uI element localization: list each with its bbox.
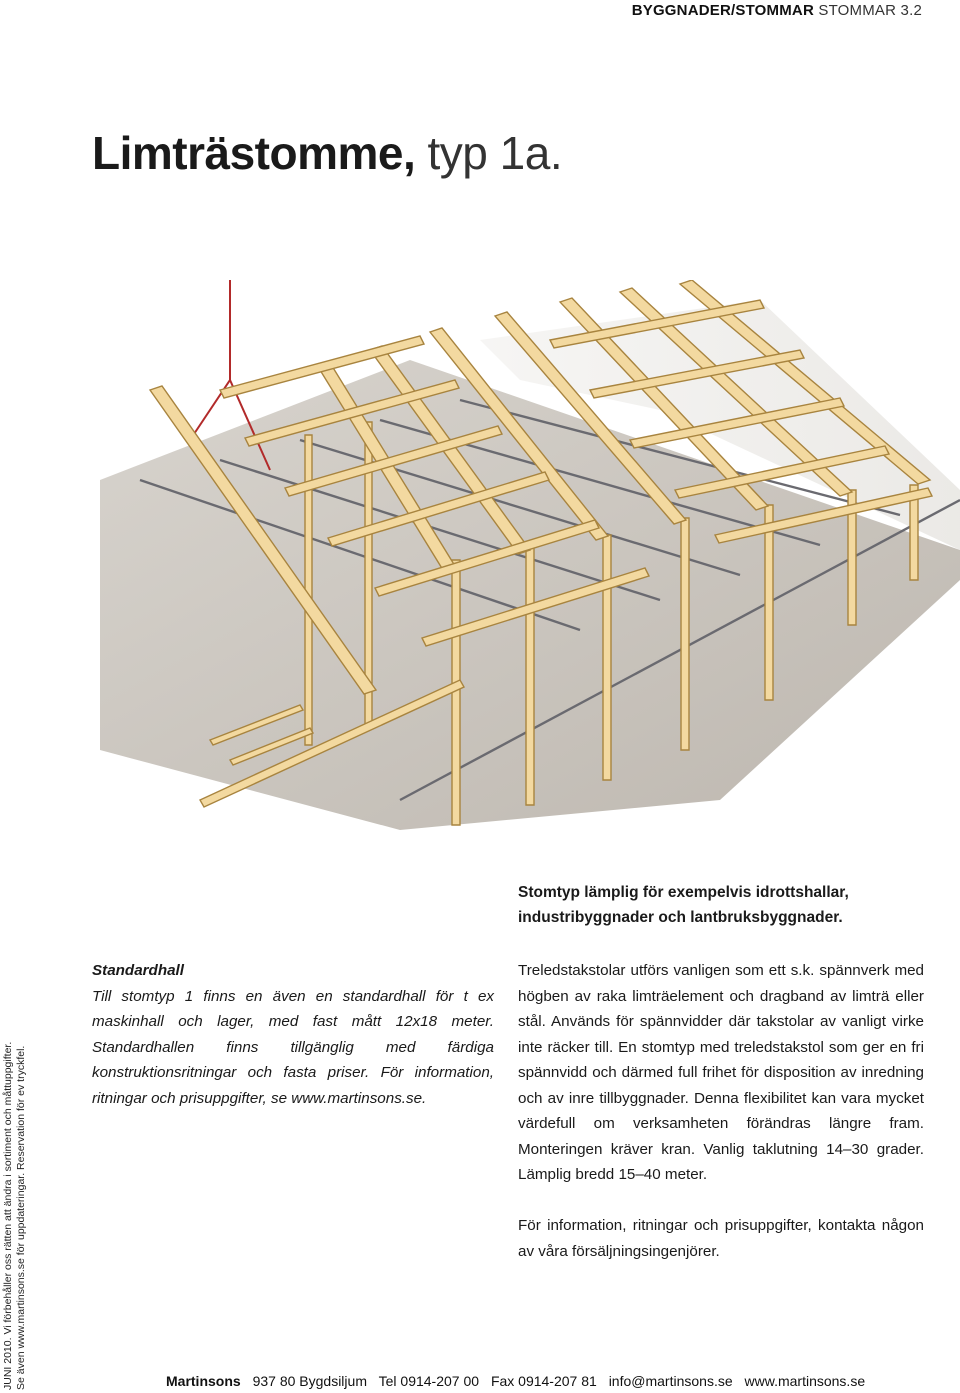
footer-tel: Tel 0914-207 00 (378, 1373, 480, 1389)
legal-sidebar (2, 1042, 28, 1390)
title-bold: Limträstomme, (92, 127, 416, 179)
contact-footer (166, 1373, 873, 1389)
page-title (92, 126, 562, 180)
standardhall-section (92, 958, 494, 1111)
header-section: BYGGNADER/STOMMAR (631, 2, 814, 19)
description-section (518, 958, 924, 1290)
legal-line-2: Se även www.martinsons.se för uppdateringar. Reservation för ev tryckfel. (15, 1045, 27, 1390)
legal-line-1: JUNI 2010. Vi förbehåller oss rätten att ändra i sortiment och måttuppgifter. (2, 1041, 14, 1390)
illustration-caption: Stomtyp lämplig för exempelvis idrottshallar, industribyggnader och lantbruksbyggnader. (518, 884, 849, 926)
header-code: STOMMAR 3.2 (818, 2, 922, 19)
footer-fax: Fax 0914-207 81 (490, 1373, 597, 1389)
title-light: typ 1a. (427, 127, 563, 179)
standardhall-body: Till stomtyp 1 finns en även en standardhall för t ex maskinhall och lager, med fast mått 12x18 meter. Standardhallen finns tillgänglig med färdiga konstruktionsritningar och fasta priser. För information, ritningar och prisuppgifter, se www.martinsons.se. (92, 987, 494, 1107)
standardhall-heading: Standardhall (92, 962, 184, 979)
footer-address: 937 80 Bygdsiljum (252, 1373, 367, 1389)
description-paragraph-1: Treledstakstolar utförs vanligen som ett s.k. spännverk med högben av raka limträelement och dragband av limträ eller stål. Används för spännvidder där takstolar av vanligt virke inte räcker till. En stomtyp med treledstakstol som ger en fri spännvidd och därmed full frihet för disposition av inredning och av inre tillbyggnader. Denna flexibilitet kan vara mycket värdefull om verksamheten förändras längre fram. Monteringen kräver kran. Vanlig taklutning 14–30 grader. Lämplig bredd 15–40 meter. (518, 962, 924, 1183)
footer-company: Martinsons (166, 1373, 241, 1389)
description-paragraph-2: För information, ritningar och prisuppgifter, kontakta någon av våra försäljningsingenjörer. (518, 1217, 924, 1260)
glulam-frame-illustration (100, 280, 960, 860)
footer-email[interactable]: info@martinsons.se (608, 1373, 733, 1389)
footer-web[interactable]: www.martinsons.se (744, 1373, 866, 1389)
running-header (632, 2, 922, 19)
